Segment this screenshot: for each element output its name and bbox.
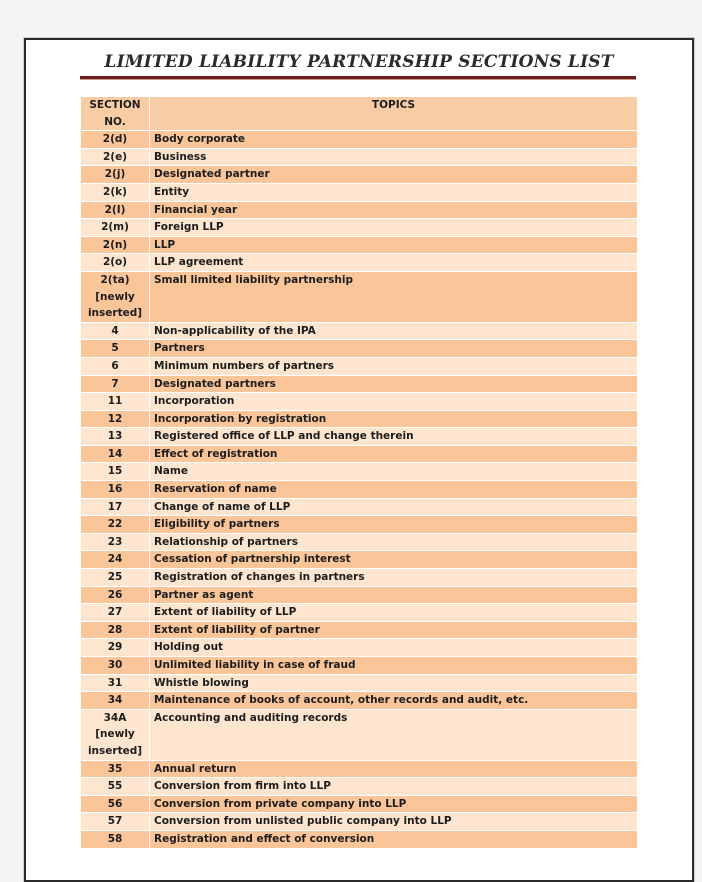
table-row bbox=[81, 219, 638, 237]
topic-cell: Foreign LLP bbox=[150, 219, 638, 237]
section-number-cell: 34A [newly inserted] bbox=[81, 709, 150, 760]
section-number-cell: 27 bbox=[81, 604, 150, 622]
topic-cell: Minimum numbers of partners bbox=[150, 357, 638, 375]
table-row bbox=[81, 131, 638, 149]
section-number-cell: 30 bbox=[81, 657, 150, 675]
topic-cell: Eligibility of partners bbox=[150, 516, 638, 534]
document-page bbox=[24, 38, 694, 882]
section-number-cell: 16 bbox=[81, 481, 150, 499]
section-number-cell: 13 bbox=[81, 428, 150, 446]
section-number-cell: 2(ta) [newly inserted] bbox=[81, 271, 150, 322]
table-row bbox=[81, 322, 638, 340]
table-row bbox=[81, 674, 638, 692]
topics-column-header: TOPICS bbox=[150, 97, 638, 131]
topic-cell: Extent of liability of partner bbox=[150, 621, 638, 639]
section-number-cell: 29 bbox=[81, 639, 150, 657]
table-row bbox=[81, 481, 638, 499]
topic-cell: Accounting and auditing records bbox=[150, 709, 638, 760]
topic-cell: Conversion from unlisted public company into LLP bbox=[150, 813, 638, 831]
topic-cell: Incorporation bbox=[150, 393, 638, 411]
topic-cell: Designated partners bbox=[150, 375, 638, 393]
document-title: LIMITED LIABILITY PARTNERSHIP SECTIONS LIST bbox=[104, 52, 614, 72]
topic-cell: Whistle blowing bbox=[150, 674, 638, 692]
topic-cell: Change of name of LLP bbox=[150, 498, 638, 516]
table-row bbox=[81, 340, 638, 358]
table-row bbox=[81, 148, 638, 166]
section-number-cell: 28 bbox=[81, 621, 150, 639]
table-row bbox=[81, 657, 638, 675]
sections-table bbox=[80, 96, 638, 849]
section-number-cell: 7 bbox=[81, 375, 150, 393]
topic-cell: LLP agreement bbox=[150, 254, 638, 272]
topic-cell: Name bbox=[150, 463, 638, 481]
topic-cell: Designated partner bbox=[150, 166, 638, 184]
table-row bbox=[81, 166, 638, 184]
section-number-cell: 24 bbox=[81, 551, 150, 569]
section-number-cell: 25 bbox=[81, 569, 150, 587]
topic-cell: Partner as agent bbox=[150, 586, 638, 604]
title-underline bbox=[80, 76, 636, 80]
topic-cell: Financial year bbox=[150, 201, 638, 219]
section-number-cell: 15 bbox=[81, 463, 150, 481]
table-row bbox=[81, 357, 638, 375]
topic-cell: Reservation of name bbox=[150, 481, 638, 499]
table-body bbox=[81, 131, 638, 848]
table-row bbox=[81, 551, 638, 569]
table-row bbox=[81, 586, 638, 604]
section-number-cell: 57 bbox=[81, 813, 150, 831]
table-row bbox=[81, 428, 638, 446]
table-row bbox=[81, 813, 638, 831]
section-number-cell: 2(n) bbox=[81, 236, 150, 254]
table-header-row bbox=[81, 97, 638, 131]
section-number-cell: 2(I) bbox=[81, 201, 150, 219]
topic-cell: Business bbox=[150, 148, 638, 166]
section-number-cell: 35 bbox=[81, 760, 150, 778]
topic-cell: Registration of changes in partners bbox=[150, 569, 638, 587]
topic-cell: Maintenance of books of account, other records and audit, etc. bbox=[150, 692, 638, 710]
topic-cell: Conversion from firm into LLP bbox=[150, 778, 638, 796]
topic-cell: LLP bbox=[150, 236, 638, 254]
section-number-cell: 2(d) bbox=[81, 131, 150, 149]
section-number-cell: 5 bbox=[81, 340, 150, 358]
section-number-cell: 2(o) bbox=[81, 254, 150, 272]
table-row bbox=[81, 254, 638, 272]
section-number-cell: 17 bbox=[81, 498, 150, 516]
topic-cell: Extent of liability of LLP bbox=[150, 604, 638, 622]
section-number-cell: 58 bbox=[81, 830, 150, 848]
table-row bbox=[81, 830, 638, 848]
section-number-cell: 31 bbox=[81, 674, 150, 692]
table-row bbox=[81, 516, 638, 534]
section-number-cell: 2(e) bbox=[81, 148, 150, 166]
section-number-cell: 6 bbox=[81, 357, 150, 375]
topic-cell: Body corporate bbox=[150, 131, 638, 149]
topic-cell: Cessation of partnership interest bbox=[150, 551, 638, 569]
table-row bbox=[81, 498, 638, 516]
table-row bbox=[81, 236, 638, 254]
topic-cell: Partners bbox=[150, 340, 638, 358]
topic-cell: Small limited liability partnership bbox=[150, 271, 638, 322]
topic-cell: Effect of registration bbox=[150, 445, 638, 463]
section-number-cell: 2(j) bbox=[81, 166, 150, 184]
section-number-cell: 56 bbox=[81, 795, 150, 813]
section-number-cell: 11 bbox=[81, 393, 150, 411]
table-row bbox=[81, 183, 638, 201]
table-row bbox=[81, 692, 638, 710]
section-number-cell: 12 bbox=[81, 410, 150, 428]
topic-cell: Entity bbox=[150, 183, 638, 201]
section-number-cell: 55 bbox=[81, 778, 150, 796]
table-row bbox=[81, 760, 638, 778]
table-row bbox=[81, 795, 638, 813]
section-number-cell: 26 bbox=[81, 586, 150, 604]
section-number-cell: 34 bbox=[81, 692, 150, 710]
table-row bbox=[81, 604, 638, 622]
topic-cell: Registered office of LLP and change therein bbox=[150, 428, 638, 446]
table-row bbox=[81, 410, 638, 428]
table-row bbox=[81, 445, 638, 463]
table-row bbox=[81, 778, 638, 796]
topic-cell: Incorporation by registration bbox=[150, 410, 638, 428]
section-column-header: SECTION NO. bbox=[81, 97, 150, 131]
table-row bbox=[81, 621, 638, 639]
topic-cell: Relationship of partners bbox=[150, 533, 638, 551]
topic-cell: Unlimited liability in case of fraud bbox=[150, 657, 638, 675]
section-number-cell: 23 bbox=[81, 533, 150, 551]
table-row bbox=[81, 709, 638, 760]
topic-cell: Registration and effect of conversion bbox=[150, 830, 638, 848]
section-number-cell: 2(k) bbox=[81, 183, 150, 201]
table-row bbox=[81, 201, 638, 219]
table-row bbox=[81, 533, 638, 551]
table-row bbox=[81, 569, 638, 587]
table-row bbox=[81, 639, 638, 657]
topic-cell: Holding out bbox=[150, 639, 638, 657]
table-row bbox=[81, 463, 638, 481]
section-number-cell: 14 bbox=[81, 445, 150, 463]
topic-cell: Conversion from private company into LLP bbox=[150, 795, 638, 813]
table-row bbox=[81, 271, 638, 322]
section-number-cell: 4 bbox=[81, 322, 150, 340]
topic-cell: Non-applicability of the IPA bbox=[150, 322, 638, 340]
table-row bbox=[81, 375, 638, 393]
section-number-cell: 2(m) bbox=[81, 219, 150, 237]
table-row bbox=[81, 393, 638, 411]
topic-cell: Annual return bbox=[150, 760, 638, 778]
section-number-cell: 22 bbox=[81, 516, 150, 534]
